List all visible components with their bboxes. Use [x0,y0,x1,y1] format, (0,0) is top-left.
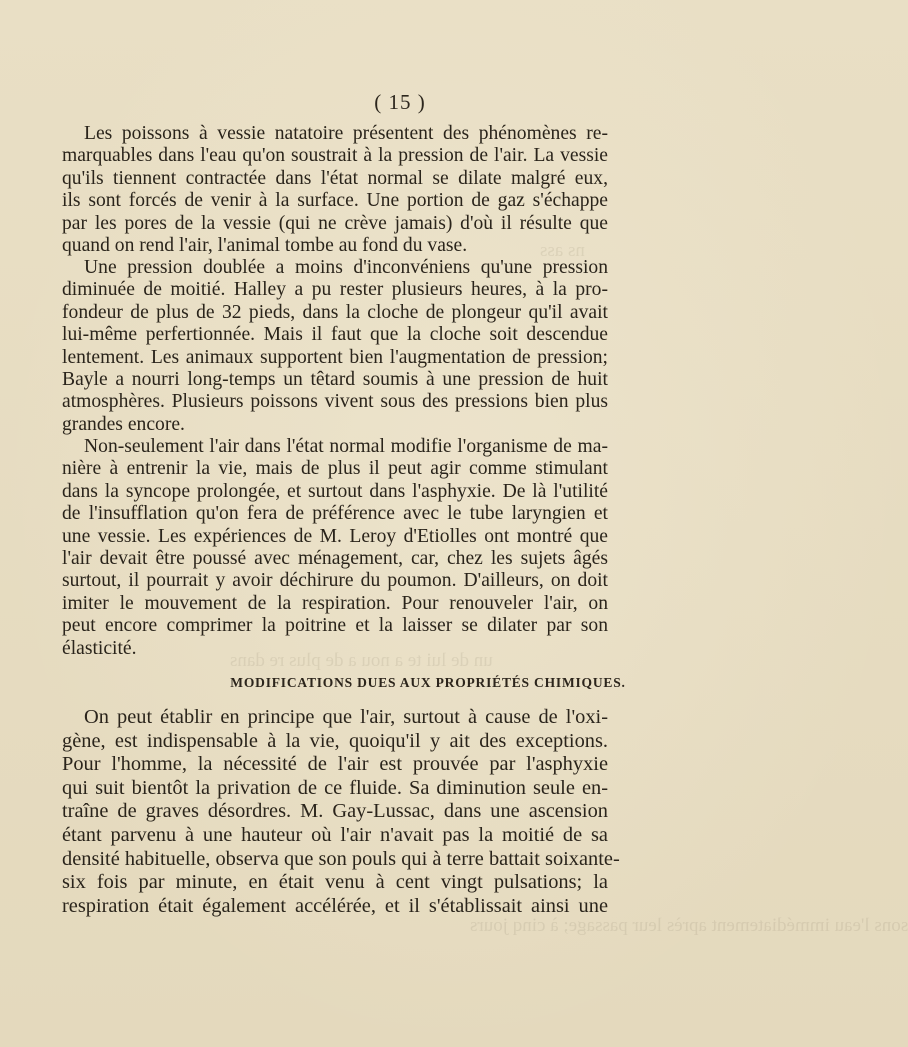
paragraph [62,706,620,918]
text-line: marquables dans l'eau qu'on soustrait à la pression de l'air. La vessie [62,145,608,167]
text-line: Une pression doublée a moins d'inconvéniens qu'une pression [84,257,608,278]
text-line: nière à entrenir la vie, mais de plus il peut agir comme stimulant [62,458,608,480]
paragraph [62,436,608,660]
text-line: élasticité. [62,637,137,659]
text-line: Les poissons à vessie natatoire présentent des phénomènes re- [84,123,608,144]
text-line: ils sont forcés de venir à la surface. Une portion de gaz s'échappe [62,190,608,212]
text-line: de l'insufflation qu'on fera de préférence avec le tube laryngien et [62,503,608,525]
text-line: respiration était également accélérée, et il s'établissait ainsi une [62,894,608,917]
text-line: surtout, il pourrait y avoir déchirure du poumon. D'ailleurs, on doit [62,570,608,592]
show-through-text: un de lui te a nou a de plus re dans [230,650,493,671]
text-line: étant parvenu à une hauteur où l'air n'avait pas la moitié de sa [62,823,608,846]
show-through-text: ns ass [540,240,585,261]
text-line: fondeur de plus de 32 pieds, dans la cloche de plongeur qu'il avait [62,301,608,323]
text-line: qu'ils tiennent contractée dans l'état normal se dilate malgré eux, [62,167,608,189]
text-line: Pour l'homme, la nécessité de l'air est prouvée par l'asphyxie [62,753,608,776]
text-line: lui-même perfertionnée. Mais il faut que la cloche soit descendue [62,324,608,346]
text-line: six fois par minute, en était venu à cent vingt pulsations; la [62,871,608,894]
text-line: l'air devait être poussé avec ménagement, car, chez les sujets âgés [62,547,608,569]
show-through-text: sons l'eau immédiatement après leur passage; à cinq jours [470,915,908,936]
text-line: quand on rend l'air, l'animal tombe au fond du vase. [62,234,468,256]
text-line: imiter le mouvement de la respiration. Pour renouveler l'air, on [62,592,608,614]
text-line: On peut établir en principe que l'air, surtout à cause de l'oxi- [84,706,608,728]
text-line: dans la syncope prolongée, et surtout dans l'asphyxie. De là l'utilité [62,480,608,502]
text-line: lentement. Les animaux supportent bien l'augmentation de pression; [62,346,608,368]
text-line: Non-seulement l'air dans l'état normal modifie l'organisme de ma- [84,436,608,457]
text-line: une vessie. Les expériences de M. Leroy d'Etiolles ont montré que [62,525,608,547]
text-line: traîne de graves désordres. M. Gay-Lussac, dans une ascension [62,800,608,823]
paragraph [62,257,608,436]
text-line: qui suit bientôt la privation de ce fluide. Sa diminution seule en- [62,776,608,799]
text-line: par les pores de la vessie (qui ne crève jamais) d'où il résulte que [62,212,608,234]
text-line: peut encore comprimer la poitrine et la laisser se dilater par son [62,615,608,637]
text-line: diminuée de moitié. Halley a pu rester plusieurs heures, à la pro- [62,279,608,301]
text-line: gène, est indispensable à la vie, quoiqu'il y ait des exceptions. [62,729,608,752]
paragraph [62,123,608,257]
text-line: grandes encore. [62,413,185,435]
text-line: densité habituelle, observa que son pouls qui à terre battait soixante- [62,847,620,870]
section-heading: MODIFICATIONS DUES AUX PROPRIÉTÉS CHIMIQUES. [230,675,626,690]
page-number: ( 15 ) [374,90,426,114]
text-line: Bayle a nourri long-temps un têtard soumis à une pression de huit [62,368,608,390]
text-line: atmosphères. Plusieurs poissons vivent sous des pressions bien plus [62,391,608,413]
